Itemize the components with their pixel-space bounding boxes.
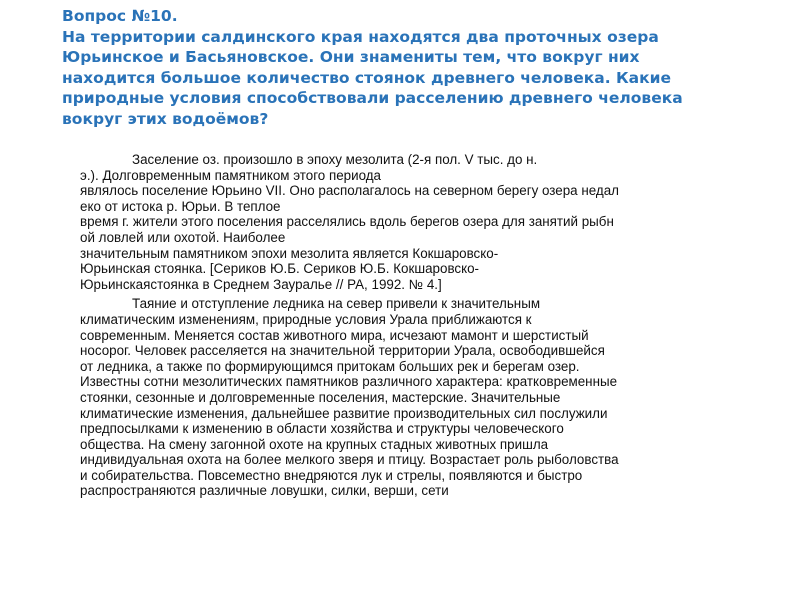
question-line: находится большое количество стоянок древнего человека. Какие bbox=[62, 68, 672, 87]
answer-line: ой ловлей или охотой. Наиболее bbox=[80, 229, 286, 245]
answer-line: Таяние и отступление ледника на север привели к значительным bbox=[132, 296, 541, 312]
question-line: природные условия способствовали расселению древнего человека bbox=[62, 89, 683, 107]
answer-paragraph-2 bbox=[80, 296, 760, 499]
answer-line: Юрьинская стоянка. [Сериков Ю.Б. Сериков Ю.Б. Кокшаровско- bbox=[80, 261, 480, 277]
answer-line: климатическим изменениям, природные условия Урала приближаются к bbox=[80, 311, 532, 327]
answer-line: еко от истока р. Юрьи. В теплое bbox=[80, 198, 281, 214]
answer-line: общества. На смену загонной охоте на крупных стадных животных пришла bbox=[80, 436, 549, 452]
answer-line: Юрьинскаястоянка в Среднем Зауралье // РА, 1992. № 4.] bbox=[80, 276, 442, 292]
answer-line: от ледника, а также по формирующимся притокам больших рек и берегам озер. bbox=[80, 358, 580, 374]
answer-body bbox=[80, 152, 760, 499]
answer-line: носорог. Человек расселяется на значительной территории Урала, освободившейся bbox=[80, 343, 605, 359]
answer-line: являлось поселение Юрьино VII. Оно располагалось на северном берегу озера недал bbox=[80, 183, 619, 199]
answer-line: климатические изменения, дальнейшее развитие производительных сил послужили bbox=[80, 405, 608, 421]
answer-line: Заселение оз. произошло в эпоху мезолита (2-я пол. V тыс. до н. bbox=[132, 152, 538, 167]
answer-line: значительным памятником эпохи мезолита является Кокшаровско- bbox=[80, 245, 499, 261]
answer-line: Известны сотни мезолитических памятников различного характера: кратковременные bbox=[80, 374, 618, 390]
answer-line: распространяются различные ловушки, силки, верши, сети bbox=[80, 483, 449, 499]
answer-line: предпосылками к изменению в области хозяйства и структуры человеческого bbox=[80, 421, 564, 437]
answer-line: стоянки, сезонные и долговременные поселения, мастерские. Значительные bbox=[80, 389, 561, 405]
answer-line: э.). Долговременным памятником этого периода bbox=[80, 167, 381, 183]
question-line: Вопрос №10. bbox=[62, 7, 178, 25]
answer-line: время г. жители этого поселения расселялись вдоль берегов озера для занятий рыбн bbox=[80, 214, 614, 230]
answer-line: индивидуальная охота на более мелкого зверя и птицу. Возрастает роль рыболовства bbox=[80, 452, 619, 468]
question-line: На территории салдинского края находятся два проточных озера bbox=[62, 27, 659, 46]
question-line: Юрьинское и Басьяновское. Они знамениты тем, что вокруг них bbox=[62, 48, 640, 66]
answer-line: и собирательства. Повсеместно внедряются лук и стрелы, появляются и быстро bbox=[80, 467, 583, 483]
answer-line: современным. Меняется состав животного мира, исчезают мамонт и шерстистый bbox=[80, 327, 589, 343]
question-heading bbox=[62, 6, 792, 129]
answer-paragraph-1 bbox=[80, 152, 760, 292]
question-line: вокруг этих водоёмов? bbox=[62, 109, 269, 128]
